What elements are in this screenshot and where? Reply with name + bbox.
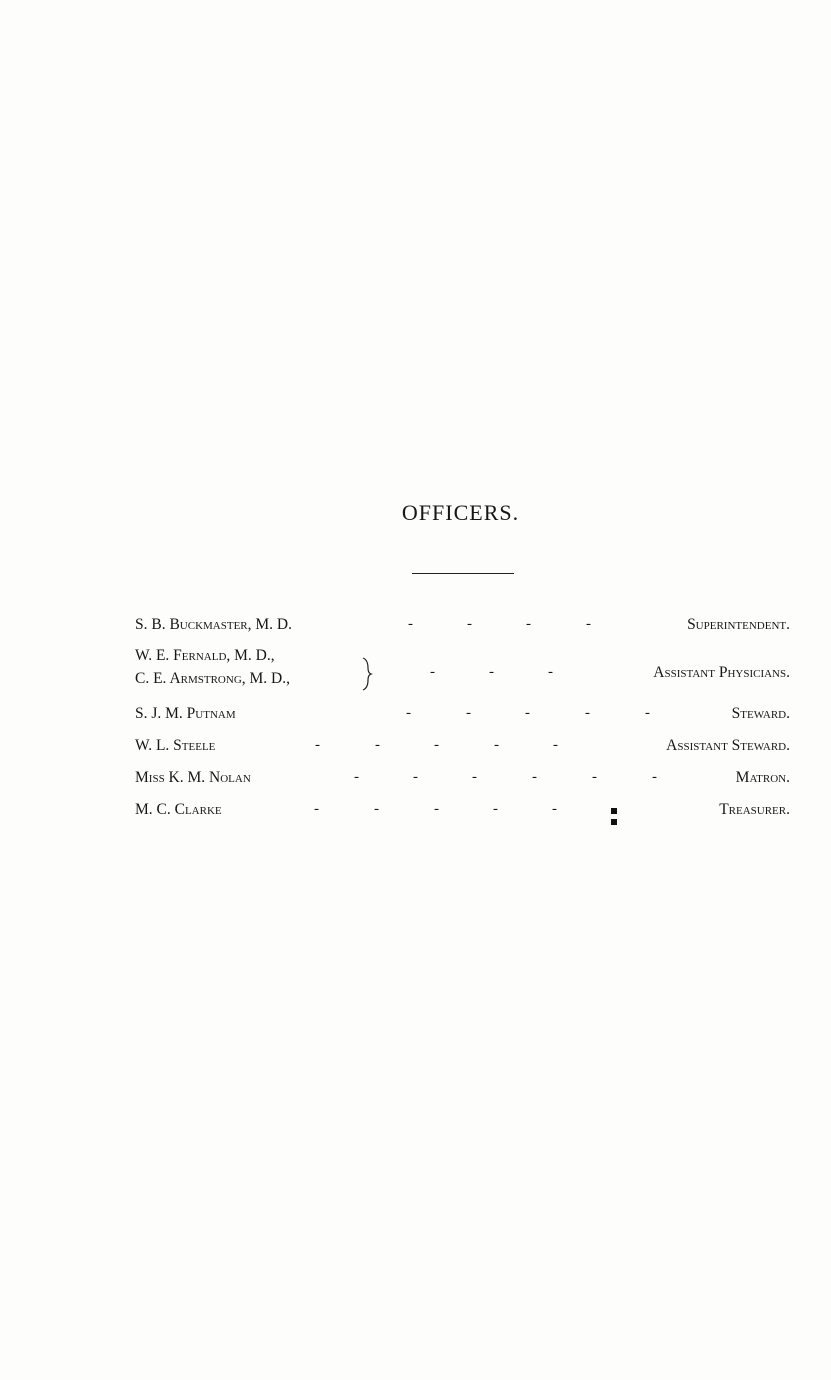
leader-dash: - — [434, 801, 439, 817]
officer-name: M. C. Clarke — [135, 801, 222, 818]
title-rule — [412, 573, 514, 574]
leader-dash: - — [375, 737, 380, 753]
ink-mark — [611, 819, 617, 825]
officer-role: Assistant Steward. — [666, 737, 790, 754]
officer-row-assistant-steward — [0, 737, 831, 763]
leader-dash: - — [354, 769, 359, 785]
leader-dash: - — [493, 801, 498, 817]
leader-dash: - — [314, 801, 319, 817]
officer-role: Assistant Physicians. — [653, 664, 790, 681]
officer-name: C. E. Armstrong, M. D., — [135, 670, 290, 687]
leader-dash: - — [592, 769, 597, 785]
leader-dash: - — [553, 737, 558, 753]
leader-dash: - — [467, 616, 472, 632]
leader-dash: - — [548, 664, 553, 680]
officer-name: W. L. Steele — [135, 737, 216, 754]
leader-dash: - — [466, 705, 471, 721]
leader-dash: - — [489, 664, 494, 680]
leader-dash: - — [645, 705, 650, 721]
officer-row-matron — [0, 769, 831, 795]
leader-dash: - — [652, 769, 657, 785]
officer-row-physicians-role — [0, 664, 831, 690]
leader-dash: - — [494, 737, 499, 753]
officer-row-treasurer — [0, 801, 831, 827]
officer-name: S. J. M. Putnam — [135, 705, 236, 722]
page-title: OFFICERS. — [401, 500, 520, 525]
officer-row-superintendent — [0, 616, 831, 642]
leader-dash: - — [315, 737, 320, 753]
leader-dash: - — [430, 664, 435, 680]
leader-dash: - — [472, 769, 477, 785]
leader-dash: - — [525, 705, 530, 721]
leader-dash: - — [552, 801, 557, 817]
officer-row-steward — [0, 705, 831, 731]
officer-role: Matron. — [735, 769, 790, 786]
leader-dash: - — [408, 616, 413, 632]
leader-dash: - — [526, 616, 531, 632]
leader-dash: - — [585, 705, 590, 721]
leader-dash: - — [406, 705, 411, 721]
officer-role: Steward. — [731, 705, 790, 722]
officer-role: Superintendent. — [687, 616, 790, 633]
officer-role: Treasurer. — [719, 801, 790, 818]
leader-dash: - — [374, 801, 379, 817]
leader-dash: - — [413, 769, 418, 785]
leader-dash: - — [586, 616, 591, 632]
officer-name: W. E. Fernald, M. D., — [135, 647, 275, 664]
ink-mark — [611, 808, 617, 814]
leader-dash: - — [434, 737, 439, 753]
leader-dash: - — [532, 769, 537, 785]
officer-name: Miss K. M. Nolan — [135, 769, 251, 786]
officer-name: S. B. Buckmaster, M. D. — [135, 616, 292, 633]
